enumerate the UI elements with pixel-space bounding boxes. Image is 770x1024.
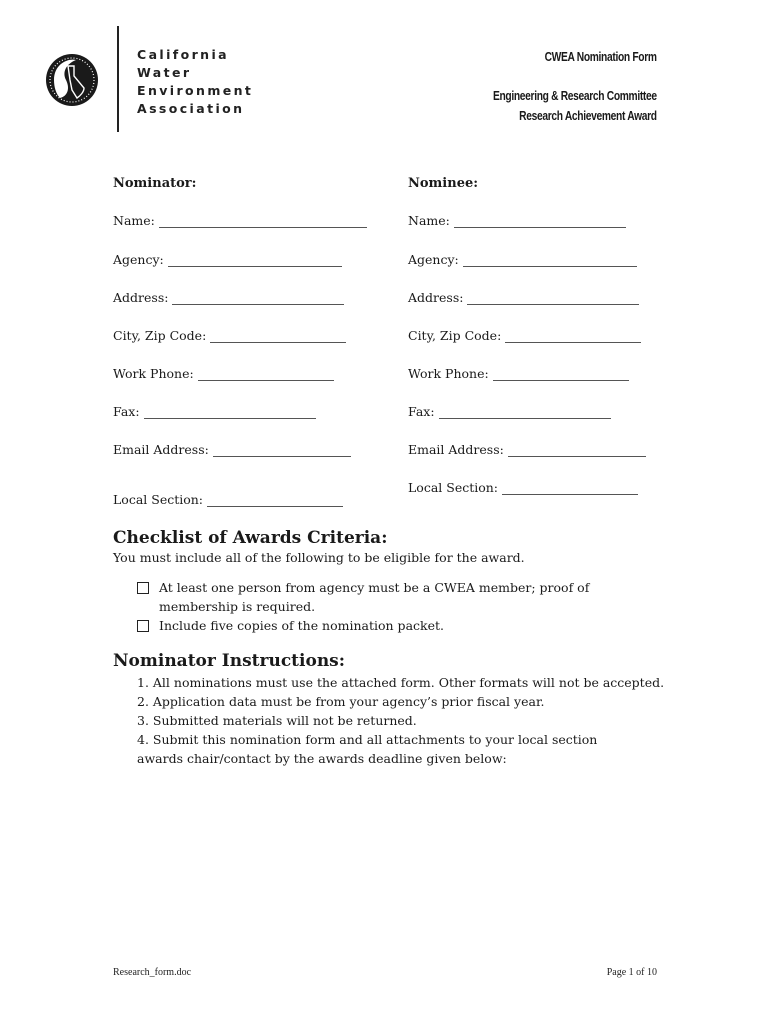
header-divider: [117, 26, 119, 132]
org-name-line: Environment: [137, 83, 254, 98]
nominee-address-field[interactable]: [408, 290, 639, 305]
org-name-line: Water: [137, 65, 192, 80]
field-label: Email Address:: [408, 442, 504, 457]
field-label: Address:: [408, 290, 464, 305]
nominator-fax-field[interactable]: [113, 404, 316, 419]
committee-name: Engineering & Research Committee: [493, 89, 657, 103]
instruction-item: 1. All nominations must use the attached form. Other formats will not be accepted.: [137, 675, 665, 690]
org-name-line: Association: [137, 101, 245, 116]
nominator-agency-field[interactable]: [113, 252, 342, 267]
nominator-name-input[interactable]: [159, 215, 367, 228]
checklist-item-copies: Include five copies of the nomination packet.: [159, 618, 444, 633]
field-label: Name:: [408, 213, 450, 228]
nominator-address-field[interactable]: [113, 290, 344, 305]
nominee-email-input[interactable]: [508, 444, 646, 457]
field-label: Name:: [113, 213, 155, 228]
nominator-localsection-field[interactable]: [113, 492, 343, 507]
nominator-name-field[interactable]: [113, 213, 367, 228]
field-label: Agency:: [113, 252, 164, 267]
nominee-cityzip-field[interactable]: [408, 328, 641, 343]
checklist-item-membership: At least one person from agency must be a CWEA member; proof of membership is required.: [159, 580, 590, 614]
instructions-title: Nominator Instructions:: [113, 651, 346, 671]
field-label: Email Address:: [113, 442, 209, 457]
org-name: [137, 46, 253, 118]
nominee-localsection-input[interactable]: [502, 482, 638, 495]
field-label: City, Zip Code:: [408, 328, 502, 343]
nominator-email-input[interactable]: [213, 444, 351, 457]
nominator-workphone-field[interactable]: [113, 366, 334, 381]
nominee-localsection-field[interactable]: [408, 480, 638, 495]
nominee-address-input[interactable]: [467, 292, 639, 305]
nominator-heading: Nominator:: [113, 176, 197, 191]
field-label: Work Phone:: [113, 366, 194, 381]
nominee-agency-field[interactable]: [408, 252, 637, 267]
nominee-name-input[interactable]: [454, 215, 626, 228]
instruction-item: 3. Submitted materials will not be returned.: [137, 713, 417, 728]
nominator-cityzip-field[interactable]: [113, 328, 346, 343]
footer-filename: Research_form.doc: [113, 967, 192, 978]
nominator-localsection-input[interactable]: [207, 494, 343, 507]
field-label: Address:: [113, 290, 169, 305]
checklist-intro: You must include all of the following to be eligible for the award.: [113, 550, 525, 565]
checklist-checkbox-copies[interactable]: [137, 620, 149, 632]
nominee-workphone-field[interactable]: [408, 366, 629, 381]
footer-page-number: Page 1 of 10: [606, 967, 657, 978]
form-title: CWEA Nomination Form: [544, 50, 657, 64]
nominator-address-input[interactable]: [172, 292, 344, 305]
field-label: Fax:: [113, 404, 140, 419]
nominee-heading: Nominee:: [408, 176, 479, 191]
instruction-item: 4. Submit this nomination form and all attachments to your local section awards chair/contact by the awards deadline given below:: [137, 732, 598, 766]
nominee-agency-input[interactable]: [463, 254, 637, 267]
nominator-workphone-input[interactable]: [198, 368, 334, 381]
field-label: Local Section:: [408, 480, 499, 495]
nominee-cityzip-input[interactable]: [505, 330, 641, 343]
award-name: Research Achievement Award: [519, 109, 657, 123]
nominator-agency-input[interactable]: [168, 254, 342, 267]
checklist-title: Checklist of Awards Criteria:: [113, 528, 388, 548]
nominee-fax-field[interactable]: [408, 404, 611, 419]
nominee-workphone-input[interactable]: [493, 368, 629, 381]
nominee-name-field[interactable]: [408, 213, 626, 228]
checklist-checkbox-membership[interactable]: [137, 582, 149, 594]
field-label: Local Section:: [113, 492, 204, 507]
field-label: Agency:: [408, 252, 459, 267]
nominee-email-field[interactable]: [408, 442, 646, 457]
field-label: Work Phone:: [408, 366, 489, 381]
nominator-fax-input[interactable]: [144, 406, 316, 419]
nominator-cityzip-input[interactable]: [210, 330, 346, 343]
field-label: Fax:: [408, 404, 435, 419]
field-label: City, Zip Code:: [113, 328, 207, 343]
org-name-line: California: [137, 47, 229, 62]
cwea-logo-icon: [44, 50, 100, 110]
nominee-fax-input[interactable]: [439, 406, 611, 419]
nominator-email-field[interactable]: [113, 442, 351, 457]
instruction-item: 2. Application data must be from your agency’s prior fiscal year.: [137, 694, 545, 709]
